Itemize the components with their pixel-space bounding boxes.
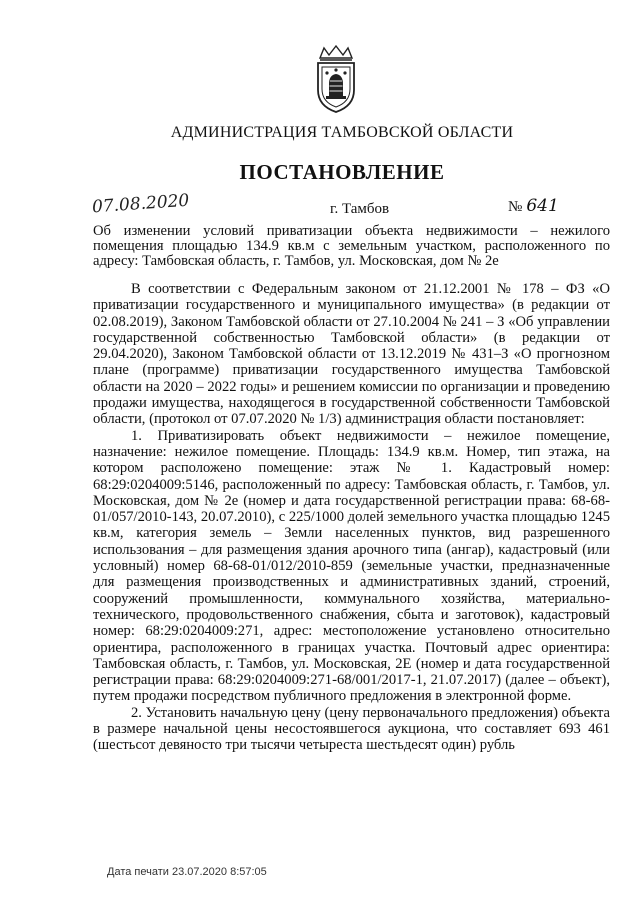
document-city: г. Тамбов (330, 201, 390, 217)
document-body (93, 281, 610, 754)
document-date: 07.08.2020 (91, 190, 190, 218)
document-number (508, 196, 559, 216)
document-type-title: ПОСТАНОВЛЕНИЕ (239, 160, 445, 184)
tambov-coat-of-arms-icon (312, 44, 360, 114)
number-sign: № (508, 199, 523, 215)
print-date-footer: Дата печати 23.07.2020 8:57:05 (107, 866, 267, 878)
preamble-paragraph: В соответствии с Федеральным законом от 21.12.2001 № 178 – ФЗ «О приватизации государственного и муниципального имущества» (в редакции от 02.08.2019), Законом Тамбовской области от 27.10.2004 № 241 – З «Об управлении государственной собственностью Тамбовской области» (в редакции от 29.04.2020), Законом Тамбовской области от 13.12.2019 № 431–З «О прогнозном плане (программе) приватизации государственного имущества Тамбовской области на 2020 – 2022 годы» и решением комиссии по организации и проведению продажи имущества, находящегося в государственной собственности Тамбовской области, (протокол от 07.07.2020 № 1/3) администрация области постановляет: (93, 281, 610, 428)
document-subject: Об изменении условий приватизации объекта недвижимости – нежилого помещения площадью 134.9 кв.м с земельным участком, расположенного по адресу: Тамбовская область, г. Тамбов, ул. Московская, дом № 2е (93, 223, 610, 269)
number-value: 641 (526, 196, 559, 216)
organization-name: АДМИНИСТРАЦИЯ ТАМБОВСКОЙ ОБЛАСТИ (170, 124, 514, 141)
item-2-paragraph: 2. Установить начальную цену (цену первоначального предложения) объекта в размере начальной цены несостоявшегося аукциона, что составляет 693 461 (шестьсот девяносто три тысячи четыреста шестьдесят один) рубль (93, 704, 610, 754)
item-1-paragraph: 1. Приватизировать объект недвижимости – нежилое помещение, назначение: нежилое помещение. Площадь: 134.9 кв.м. Номер, тип этажа, на котором расположено помещение: этаж № 1. Кадастровый номер: 68:29:0204009:5146, расположенный по адресу: Тамбовская область, г. Тамбов, ул. Московская, дом № 2е (номер и дата государственной регистрации права: 68-68-01/057/2010-143, 20.07.2010), с 225/1000 долей земельного участка площадью 1245 кв.м, категория земель – Земли населенных пунктов, вид разрешенного использования – для размещения здания арочного типа (ангар), кадастровый (или условный) номер 68-68-01/012/2010-859 (земельные участки, предназначенные для размещения производственных и административных зданий, строений, сооружений промышленности, коммунального хозяйства, материально-технического, продовольственного снабжения, сбыта и заготовок), кадастровый номер: 68:29:0204009:271, адрес: местоположение установлено относительно ориентира, расположенного в границах участка. Почтовый адрес ориентира: Тамбовская область, г. Тамбов, ул. Московская, 2Е (номер и дата государственной регистрации права: 68:29:0204009:271-68/001/2017-1, 21.07.2017) (далее – объект), путем продажи посредством публичного предложения в электронной форме. (93, 427, 610, 705)
